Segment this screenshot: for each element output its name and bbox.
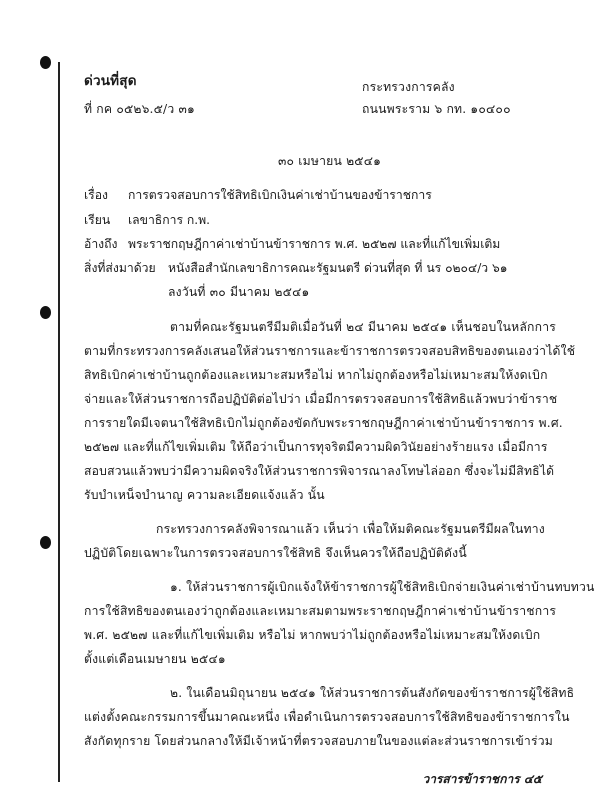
- body-line: ตามที่คณะรัฐมนตรีมีมติเมื่อวันที่ ๒๔ มีนาคม ๒๕๔๑ เห็นชอบในหลักการ: [170, 320, 556, 334]
- body-line: สิทธิเบิกค่าเช่าบ้านถูกต้องและเหมาะสมหรือไม่ หากไม่ถูกต้องหรือไม่เหมาะสมให้งดเบิก: [84, 368, 548, 382]
- body-line: จ่ายและให้ส่วนราชการถือปฏิบัติต่อไปว่า เมื่อมีการตรวจสอบการใช้สิทธิแล้วพบว่าข้าราช: [84, 392, 558, 406]
- body-line: ๒. ในเดือนมิถุนายน ๒๕๔๑ ให้ส่วนราชการต้นสังกัดของข้าราชการผู้ใช้สิทธิ: [170, 686, 575, 700]
- punch-hole-mark: [40, 536, 51, 549]
- body-line: รับบำเหน็จบำนาญ ความละเอียดแจ้งแล้ว นั้น: [84, 488, 325, 502]
- body-line: กระทรวงการคลังพิจารณาแล้ว เห็นว่า เพื่อให้มติคณะรัฐมนตรีมีผลในทาง: [156, 522, 545, 536]
- meta-label: เรียน: [84, 213, 111, 227]
- meta-value: พระราชกฤษฎีกาค่าเช่าบ้านข้าราชการ พ.ศ. ๒๕๒๗ และที่แก้ไขเพิ่มเติม: [128, 237, 501, 251]
- body-line: ตั้งแต่เดือนเมษายน ๒๕๔๑: [84, 652, 226, 666]
- body-line: พ.ศ. ๒๕๒๗ และที่แก้ไขเพิ่มเติม หรือไม่ หากพบว่าไม่ถูกต้องหรือไม่เหมาะสมให้งดเบิก: [84, 628, 541, 642]
- ministry-name: กระทรวงการคลัง: [362, 80, 455, 94]
- body-line: สังกัดทุกราย โดยส่วนกลางให้มีเจ้าหน้าที่ตรวจสอบภายในของแต่ละส่วนราชการเข้าร่วม: [84, 734, 554, 748]
- body-line: การใช้สิทธิของตนเองว่าถูกต้องและเหมาะสมตามพระราชกฤษฎีกาค่าเช่าบ้านข้าราชการ: [84, 604, 557, 618]
- meta-label: อ้างถึง: [84, 237, 118, 251]
- body-line: การรายใดมีเจตนาใช้สิทธิเบิกไม่ถูกต้องขัดกับพระราชกฤษฎีกาค่าเช่าบ้านข้าราชการ พ.ศ.: [84, 416, 563, 430]
- body-line: ตามที่กระทรวงการคลังเสนอให้ส่วนราชการและข้าราชการตรวจสอบสิทธิของตนเองว่าได้ใช้: [84, 344, 576, 358]
- page-margin-line: [58, 62, 60, 782]
- letter-date: ๓๐ เมษายน ๒๕๔๑: [278, 154, 382, 168]
- meta-value: เลขาธิการ ก.พ.: [128, 213, 211, 227]
- body-line: สอบสวนแล้วพบว่ามีความผิดจริงให้ส่วนราชการพิจารณาลงโทษไล่ออก ซึ่งจะไม่มีสิทธิได้: [84, 464, 555, 478]
- punch-hole-mark: [40, 56, 51, 69]
- meta-label: สิ่งที่ส่งมาด้วย: [84, 261, 156, 275]
- enclosure-date: ลงวันที่ ๓๐ มีนาคม ๒๕๔๑: [168, 285, 310, 299]
- body-line: ๑. ให้ส่วนราชการผู้เบิกแจ้งให้ข้าราชการผู้ใช้สิทธิเบิกจ่ายเงินค่าเช่าบ้านทบทวน: [170, 580, 595, 594]
- reference-number: ที่ กค ๐๕๒๖.๕/ว ๓๑: [84, 102, 195, 116]
- ministry-address: ถนนพระราม ๖ กท. ๑๐๔๐๐: [362, 102, 511, 116]
- body-line: แต่งตั้งคณะกรรมการขึ้นมาคณะหนึ่ง เพื่อดำเนินการตรวจสอบการใช้สิทธิของข้าราชการใน: [84, 710, 570, 724]
- body-line: ปฏิบัติโดยเฉพาะในการตรวจสอบการใช้สิทธิ จึงเห็นควรให้ถือปฏิบัติดังนี้: [84, 546, 467, 560]
- meta-value: การตรวจสอบการใช้สิทธิเบิกเงินค่าเช่าบ้านของข้าราชการ: [128, 188, 432, 202]
- journal-footer: วารสารข้าราชการ ๔๕: [422, 772, 542, 786]
- meta-label: เรื่อง: [84, 188, 108, 202]
- body-line: ๒๕๒๗ และที่แก้ไขเพิ่มเติม ให้ถือว่าเป็นการทุจริตมีความผิดวินัยอย่างร้ายแรง เมื่อมีการ: [84, 440, 548, 454]
- urgency-label: ด่วนที่สุด: [84, 73, 137, 89]
- meta-value: หนังสือสำนักเลขาธิการคณะรัฐมนตรี ด่วนที่สุด ที่ นร ๐๒๐๔/ว ๖๑: [168, 261, 508, 275]
- punch-hole-mark: [40, 306, 51, 319]
